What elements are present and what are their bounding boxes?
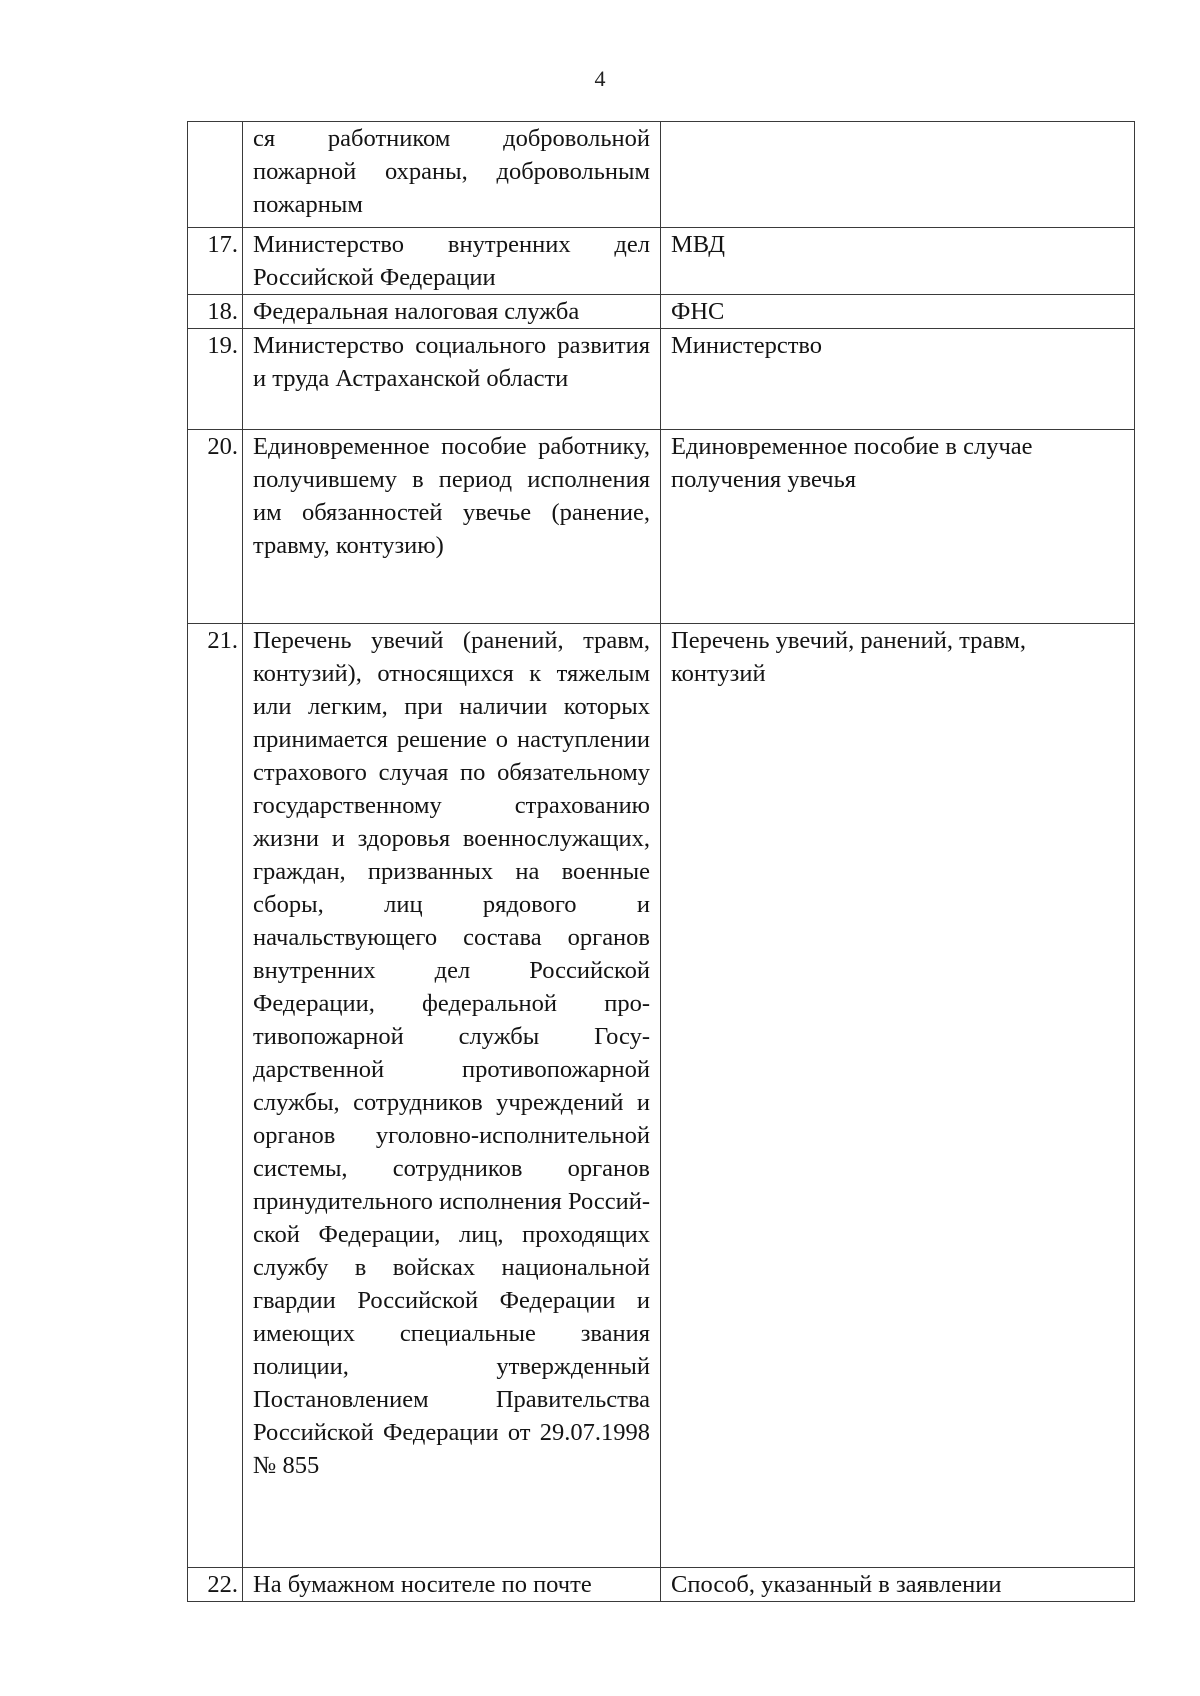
full-name-cell: Министерство внутренних дел Российской Федерации xyxy=(243,228,661,295)
short-name-cell: Министерство xyxy=(661,329,1135,430)
short-name-cell: ФНС xyxy=(661,295,1135,329)
short-name-cell: Единовременное пособие в случае получения увечья xyxy=(661,430,1135,624)
table-row xyxy=(188,624,1135,1568)
full-name-cell: Перечень увечий (ранений, травм, контузий), относящихся к тяжелым или легким, при наличии которых принимается решение о наступлении страхового случая по обязательному государственному страхованию жизни и здоровья военнослужащих, граждан, призванных на военные сборы, лиц рядового и начальствующего состава органов внутренних дел Российской Федерации, федеральной противопожарной службы Государственной противопожарной службы, сотрудников учреждений и органов уголовно-исполнительной системы, сотрудников органов принудительного исполнения Российской Федерации, лиц, проходящих службу в войсках национальной гвардии Российской Федерации и имеющих специальные звания полиции, утвержденный Постановлением Правительства Российской Федерации от 29.07.1998 № 855 xyxy=(243,624,661,1568)
row-number: 17. xyxy=(188,228,243,295)
row-number xyxy=(188,122,243,228)
table-row xyxy=(188,430,1135,624)
table-row xyxy=(188,1568,1135,1602)
row-number: 22. xyxy=(188,1568,243,1602)
abbreviations-table xyxy=(187,121,1135,1602)
page-number: 4 xyxy=(594,66,606,91)
full-name-cell: Министерство социального развития и труда Астраханской области xyxy=(243,329,661,430)
row-number: 21. xyxy=(188,624,243,1568)
row-number: 20. xyxy=(188,430,243,624)
full-name-cell: Единовременное пособие работнику, получившему в период исполнения им обязанностей увечье (ранение, травму, контузию) xyxy=(243,430,661,624)
row-number: 19. xyxy=(188,329,243,430)
table-row xyxy=(188,228,1135,295)
full-name-cell: ся работником добровольной пожарной охраны, добровольным пожарным xyxy=(243,122,661,228)
table-row xyxy=(188,329,1135,430)
short-name-cell: Способ, указанный в заявлении xyxy=(661,1568,1135,1602)
table-row xyxy=(188,295,1135,329)
row-number: 18. xyxy=(188,295,243,329)
short-name-cell: Перечень увечий, ранений, травм, контузий xyxy=(661,624,1135,1568)
full-name-cell: На бумажном носителе по почте xyxy=(243,1568,661,1602)
short-name-cell: МВД xyxy=(661,228,1135,295)
full-name-cell: Федеральная налоговая служба xyxy=(243,295,661,329)
short-name-cell xyxy=(661,122,1135,228)
table-row xyxy=(188,122,1135,228)
